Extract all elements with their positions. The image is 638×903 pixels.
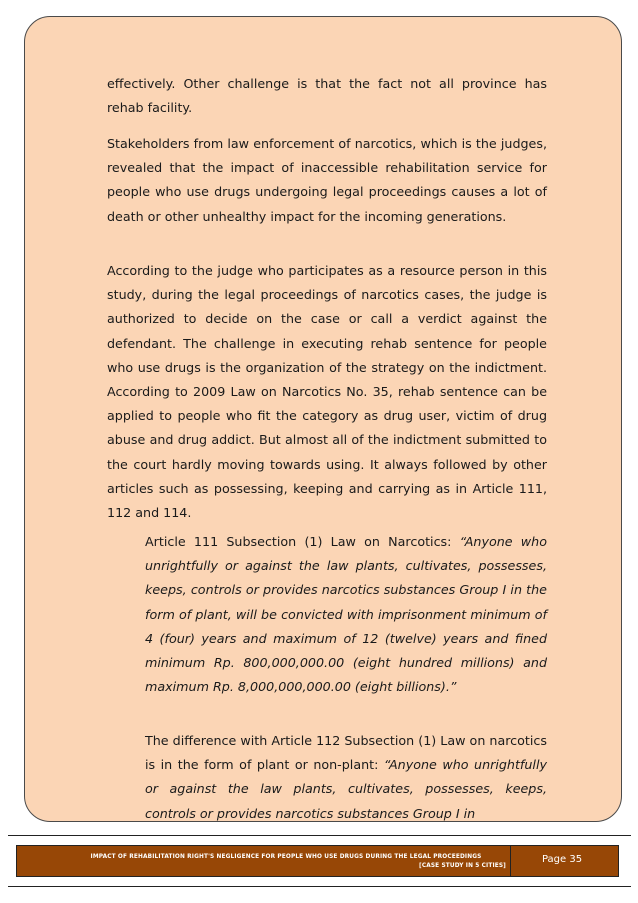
quote-article-111: [145, 530, 547, 699]
paragraph-continuation: effectively. Other challenge is that the fact not all province has rehab facility.: [107, 76, 547, 116]
page-number: Page 35: [541, 854, 583, 865]
quote-article-112-lead: The difference with Article 112 Subsection (1) Law on narcotics is in the form of plant or non-plant:: [145, 733, 547, 773]
footer-bottom-rule: [8, 886, 631, 887]
paragraph-judge: According to the judge who participates as a resource person in this study, during the legal proceedings of narcotics cases, the judge is authorized to decide on the case or call a verdict against the defendant. The challenge in executing rehab sentence for people who use drugs is the organization of the strategy on the indictment. According to 2009 Law on Narcotics No. 35, rehab sentence can be applied to people who fit the category as drug user, victim of drug abuse and drug addict. But almost all of the indictment submitted to the court hardly moving towards using. It always followed by other articles such as possessing, keeping and carrying as in Article 111, 112 and 114.: [107, 263, 547, 521]
footer-separator: [510, 845, 511, 877]
footer-top-rule: [8, 835, 631, 836]
quote-article-111-text: “Anyone who unrightfully or against the law plants, cultivates, possesses, keeps, controls or provides narcotics substances Group I in the form of plant, will be convicted with imprisonment minimum of 4 (four) years and maximum of 12 (twelve) years and fined minimum Rp. 800,000,000.00 (eight hundred millions) and maximum Rp. 8,000,000,000.00 (eight billions).”: [145, 534, 547, 695]
footer-title-line1: IMPACT OF REHABILITATION RIGHT'S NEGLIGENCE FOR PEOPLE WHO USE DRUGS DURING THE LEGAL PROCEEDINGS: [90, 854, 482, 860]
quote-article-112-text: “Anyone who unrightfully or against the law plants, cultivates, possesses, keeps, controls or provides narcotics substances Group I in: [145, 757, 547, 821]
quote-article-112: [145, 729, 547, 826]
quote-article-111-lead: Article 111 Subsection (1) Law on Narcotics:: [145, 534, 460, 549]
paragraph-stakeholders: Stakeholders from law enforcement of narcotics, which is the judges, revealed that the impact of inaccessible rehabilitation service for people who use drugs undergoing legal proceedings causes a lot of death or other unhealthy impact for the incoming generations.: [107, 136, 547, 224]
footer-title: [66, 853, 506, 871]
footer-title-line2: [CASE STUDY IN 5 CITIES]: [419, 863, 506, 869]
